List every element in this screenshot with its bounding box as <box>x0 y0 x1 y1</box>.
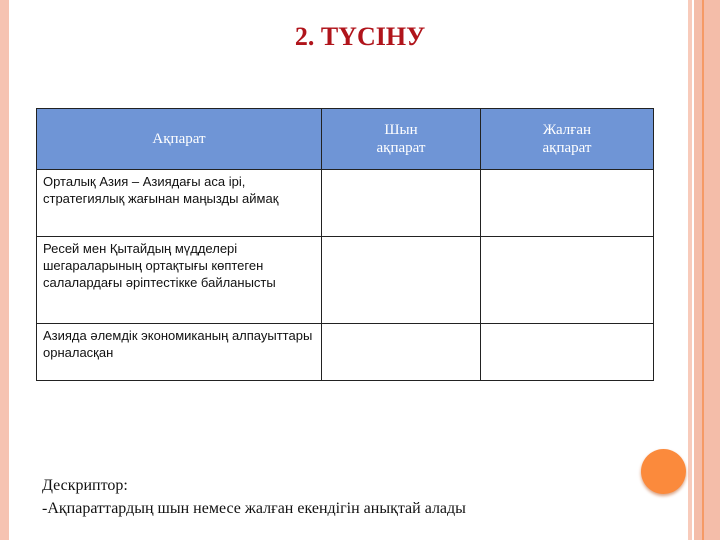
table-header-row <box>37 109 654 170</box>
cell-statement: Орталық Азия – Азиядағы аса ірі, стратегиялық жағынан маңызды аймақ <box>37 170 322 237</box>
info-table <box>36 108 654 381</box>
left-border-stripe <box>0 0 9 540</box>
decorative-circle <box>641 449 686 494</box>
header-true: Шын ақпарат <box>322 109 481 170</box>
cell-true[interactable] <box>322 237 481 324</box>
right-border-stripe <box>688 0 692 540</box>
cell-false[interactable] <box>481 170 654 237</box>
cell-true[interactable] <box>322 170 481 237</box>
table-row <box>37 170 654 237</box>
cell-false[interactable] <box>481 237 654 324</box>
header-info: Ақпарат <box>37 109 322 170</box>
table-row <box>37 324 654 381</box>
table-row <box>37 237 654 324</box>
right-border-line <box>702 0 704 540</box>
descriptor-label: Дескриптор: <box>42 477 128 494</box>
descriptor-item: -Ақпараттардың шын немесе жалған екендігін анықтай алады <box>42 500 466 517</box>
header-false: Жалған ақпарат <box>481 109 654 170</box>
cell-false[interactable] <box>481 324 654 381</box>
right-border-band <box>694 0 720 540</box>
cell-statement: Азияда әлемдік экономиканың алпауыттары орналасқан <box>37 324 322 381</box>
slide-title: 2. ТҮСІНУ <box>294 22 426 51</box>
descriptor <box>42 474 466 520</box>
cell-true[interactable] <box>322 324 481 381</box>
cell-statement: Ресей мен Қытайдың мүдделері шегараларының ортақтығы көптеген салалардағы әріптестікке байланысты <box>37 237 322 324</box>
